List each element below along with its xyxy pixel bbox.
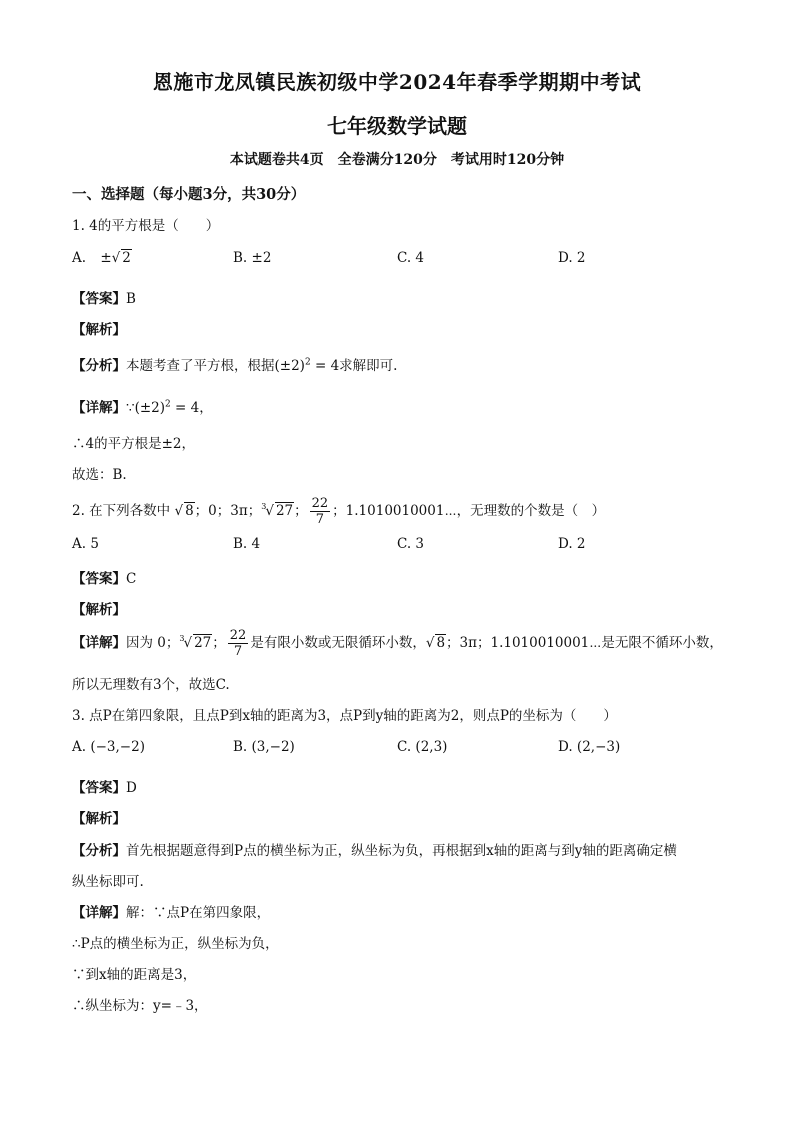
- detail-rest: = 4，: [170, 400, 213, 416]
- fenxi-tag: 【分析】: [72, 843, 126, 859]
- q2-radicand-27: 27: [275, 503, 294, 519]
- answer-value: C: [126, 571, 137, 587]
- q1-detail-line3: 故选：B.: [72, 467, 127, 483]
- root-index: 3: [179, 634, 185, 643]
- q1-fenxi: [72, 354, 397, 374]
- q3-option-a: A. (−3,−2): [72, 739, 145, 755]
- cube-root-symbol: $^3$√ 27: [179, 634, 212, 651]
- q2-detail-fraction: [228, 628, 249, 659]
- q1-option-a-radicand: 2: [122, 250, 131, 266]
- fenxi-tag: 【分析】: [72, 358, 126, 374]
- q2-fraction: [310, 496, 331, 527]
- q1-detail-line2: ∴4的平方根是±2，: [72, 436, 195, 452]
- q2-stem: [72, 496, 605, 527]
- q1-stem: 1. 4的平方根是（ ）: [72, 218, 220, 234]
- q3-detail-line4: ∴纵坐标为：y=﹣3，: [72, 998, 208, 1014]
- q2-detail-radicand-8: 8: [436, 635, 446, 651]
- q3-option-b: B. (3,−2): [233, 739, 295, 755]
- q1-answer: [72, 287, 136, 307]
- fraction-numerator: 22: [311, 496, 329, 511]
- fraction-denominator: 7: [315, 512, 325, 527]
- fraction-numerator: 22: [229, 628, 247, 643]
- section-heading: 一、选择题（每小题3分，共30分）: [72, 186, 306, 203]
- q3-analysis-tag: 【解析】: [72, 811, 126, 827]
- q2-answer: [72, 567, 136, 587]
- q2-stem-a: 2. 在下列各数中: [72, 503, 171, 519]
- detail-math: ∵(±2): [126, 400, 166, 416]
- sqrt-symbol: √ 8: [174, 503, 194, 519]
- fenxi-text-end: = 4求解即可.: [310, 358, 398, 374]
- fenxi-math: (±2): [274, 358, 305, 374]
- q2-detail-a: 因为 0；: [126, 635, 180, 651]
- q2-radicand-8: 8: [185, 503, 194, 519]
- q2-option-d: D. 2: [558, 536, 586, 552]
- q2-detail-radicand-27: 27: [194, 635, 212, 651]
- q2-detail: [72, 628, 723, 659]
- fenxi-exponent: 2: [304, 357, 311, 368]
- q3-detail-line3: ∵到x轴的距离是3，: [72, 967, 197, 983]
- answer-value: D: [126, 780, 137, 796]
- q1-option-a-label: A.: [72, 250, 87, 266]
- q2-detail-d: ；3π；1.1010010001⋯是无限不循环小数，: [446, 635, 723, 651]
- q1-option-a: [72, 250, 132, 266]
- root-index: 3: [261, 502, 267, 511]
- detail-tag: 【详解】: [72, 635, 126, 651]
- q1-option-c: C. 4: [397, 250, 425, 266]
- q2-option-a: A. 5: [72, 536, 99, 552]
- cube-root-symbol: $^3$√ 27: [261, 502, 294, 519]
- q2-detail-b: ；: [212, 635, 226, 651]
- q3-option-d: D. (2,−3): [558, 739, 621, 755]
- q3-fenxi-line2: 纵坐标即可.: [72, 874, 144, 890]
- q3-fenxi: [72, 839, 677, 859]
- q1-detail: [72, 396, 213, 416]
- exam-info: 本试题卷共4页 全卷满分120分 考试用时120分钟: [229, 152, 565, 168]
- q2-stem-b: ；0；3π；: [194, 503, 262, 519]
- q2-stem-d: ；1.1010010001⋯，无理数的个数是（ ）: [332, 503, 606, 519]
- q2-stem-c: ；: [294, 503, 308, 519]
- q1-option-b: B. ±2: [233, 250, 272, 266]
- q2-option-b: B. 4: [233, 536, 261, 552]
- fraction-denominator: 7: [233, 644, 243, 659]
- q3-answer: [72, 776, 137, 796]
- answer-tag: 【答案】: [72, 780, 126, 796]
- q2-option-c: C. 3: [397, 536, 425, 552]
- q3-stem: 3. 点P在第四象限，且点P到x轴的距离为3，点P到y轴的距离为2，则点P的坐标为（ ）: [72, 708, 617, 724]
- q1-option-d: D. 2: [558, 250, 586, 266]
- sqrt-symbol: √ 2: [111, 250, 131, 266]
- q3-fenxi-text: 首先根据题意得到P点的横坐标为正，纵坐标为负，再根据到x轴的距离与到y轴的距离确定横: [126, 843, 677, 859]
- q3-option-c: C. (2,3): [397, 739, 448, 755]
- answer-tag: 【答案】: [72, 571, 126, 587]
- q1-analysis-tag: 【解析】: [72, 322, 126, 338]
- detail-tag: 【详解】: [72, 905, 126, 921]
- q3-detail-text: 解：∵点P在第四象限，: [126, 905, 271, 921]
- answer-tag: 【答案】: [72, 291, 126, 307]
- exam-subtitle: 七年级数学试题: [327, 114, 467, 138]
- q1-option-a-pm: ±: [100, 250, 112, 266]
- exam-title: 恩施市龙凤镇民族初级中学2024年春季学期期中考试: [152, 70, 642, 94]
- detail-tag: 【详解】: [72, 400, 126, 416]
- q2-analysis-tag: 【解析】: [72, 602, 126, 618]
- sqrt-symbol: √ 8: [425, 635, 446, 651]
- answer-value: B: [126, 291, 136, 307]
- q2-detail-c: 是有限小数或无限循环小数，: [250, 635, 426, 651]
- detail-exponent: 2: [165, 399, 171, 410]
- q3-detail-line2: ∴P点的横坐标为正，纵坐标为负，: [72, 936, 279, 952]
- fenxi-text: 本题考查了平方根，根据: [126, 358, 275, 374]
- q3-detail: [72, 901, 270, 921]
- q2-detail-line2: 所以无理数有3个，故选C.: [72, 677, 230, 693]
